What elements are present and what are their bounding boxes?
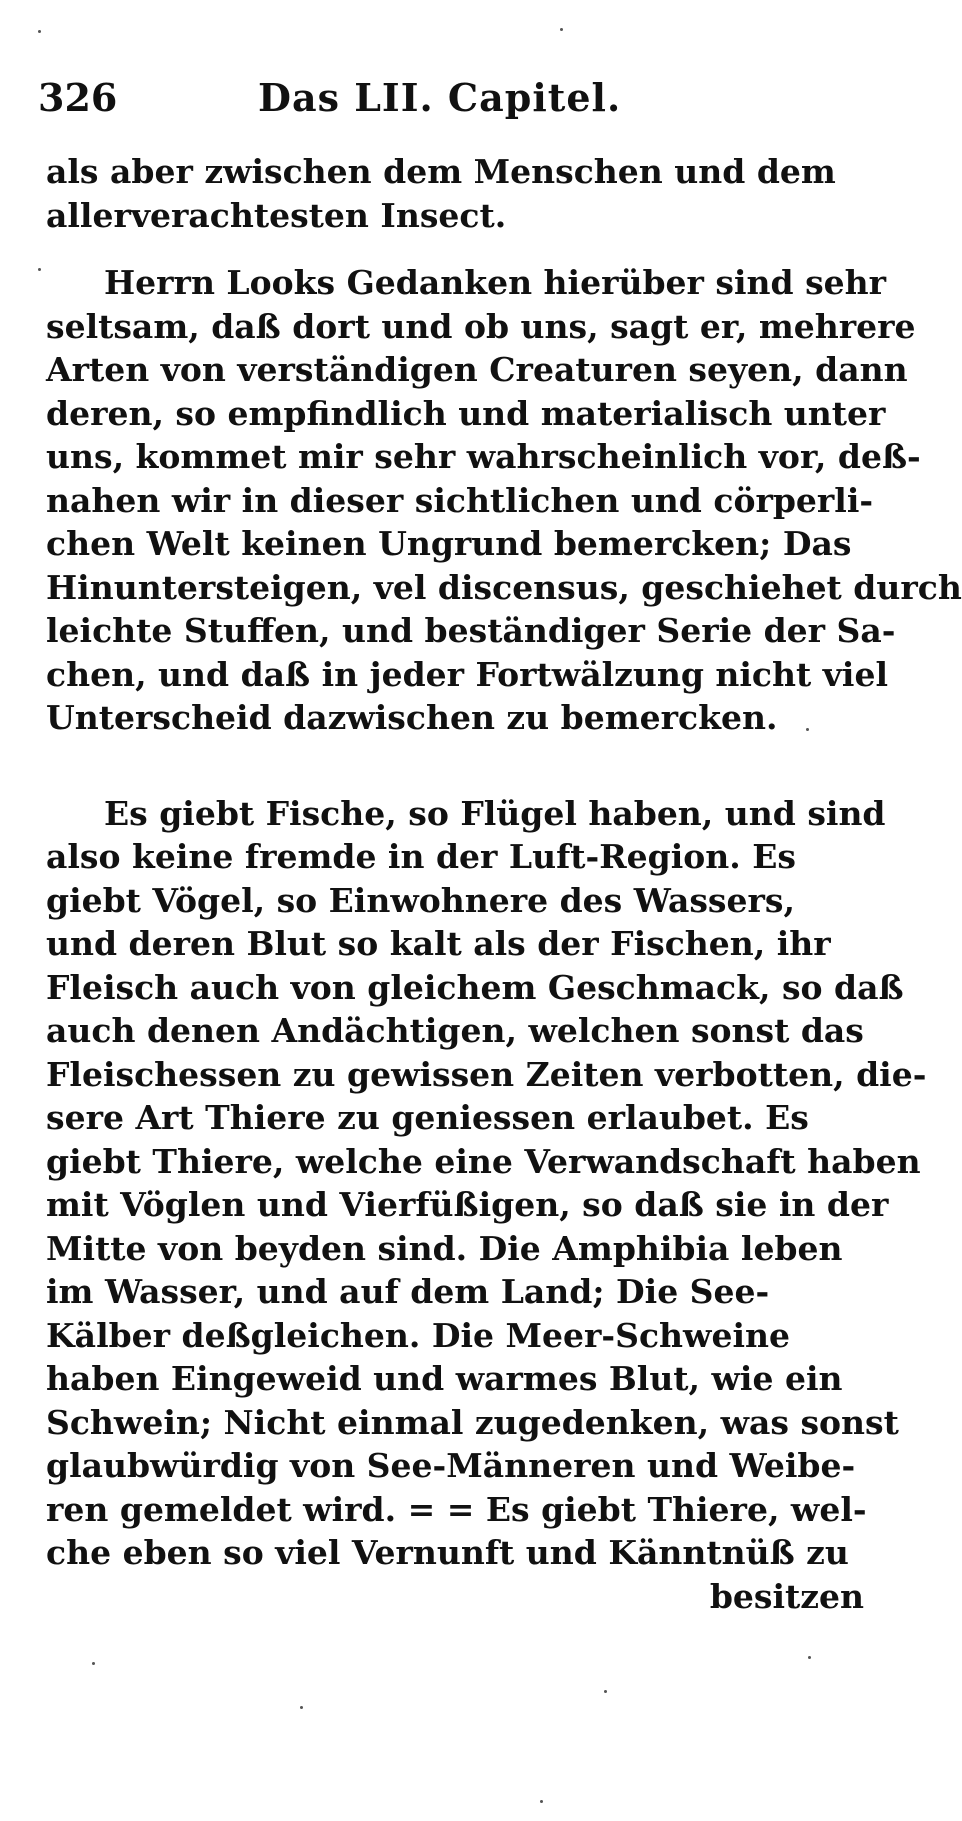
- running-head: [38, 68, 864, 128]
- text-line: als aber zwischen dem Menschen und dem: [46, 152, 836, 191]
- text-line: Unterscheid dazwischen zu bemercken.: [46, 698, 778, 737]
- paper-speck: [808, 1656, 811, 1659]
- text-line: Mitte von beyden sind. Die Amphibia leben: [46, 1228, 843, 1268]
- text-line: auch denen Andächtigen, welchen sonst das: [46, 1011, 864, 1050]
- text-line: che eben so viel Vernunft und Känntnüß zu: [46, 1533, 849, 1572]
- text-line: mit Vöglen und Vierfüßigen, so daß sie in der: [46, 1185, 889, 1224]
- text-line: Kälber deßgleichen. Die Meer-Schweine: [46, 1315, 790, 1355]
- chapter-title: Das LII. Capitel.: [258, 75, 622, 120]
- paper-speck: [300, 1706, 303, 1709]
- text-line: im Wasser, und auf dem Land; Die See-: [46, 1272, 770, 1311]
- text-line: sere Art Thiere zu geniessen erlaubet. Es: [46, 1098, 809, 1137]
- text-line: giebt Vögel, so Einwohnere des Wassers,: [46, 880, 795, 920]
- paper-speck: [540, 1800, 543, 1803]
- paper-speck: [560, 28, 563, 31]
- text-line: also keine fremde in der Luft-Region. Es: [46, 837, 796, 876]
- paper-speck: [38, 30, 41, 33]
- text-line: deren, so empfindlich und materialisch unter: [46, 393, 886, 433]
- text-line: Es giebt Fische, so Flügel haben, und sind: [104, 793, 886, 833]
- text-line: Hinuntersteigen, vel discensus, geschiehet durch: [46, 567, 962, 607]
- text-line: und deren Blut so kalt als der Fischen, ihr: [46, 924, 831, 963]
- text-line: ren gemeldet wird. = = Es giebt Thiere, wel-: [46, 1489, 867, 1529]
- paragraph-gap: [46, 237, 866, 261]
- catchword: besitzen: [709, 1576, 864, 1616]
- text-line: chen, und daß in jeder Fortwälzung nicht viel: [46, 654, 888, 694]
- text-line: Fleischessen zu gewissen Zeiten verbotten, die-: [46, 1054, 927, 1094]
- paper-speck: [806, 728, 809, 731]
- text-line: glaubwürdig von See-Männeren und Weibe-: [46, 1446, 856, 1485]
- paper-speck: [92, 1662, 95, 1665]
- page-number: 326: [38, 75, 118, 120]
- paragraph-1: [46, 150, 866, 237]
- text-line: uns, kommet mir sehr wahrscheinlich vor, deß-: [46, 437, 921, 476]
- paragraph-3: [46, 792, 927, 1575]
- text-line: Fleisch auch von gleichem Geschmack, so daß: [46, 967, 904, 1007]
- paragraph-gap: [46, 740, 866, 792]
- body-text: [46, 150, 962, 1618]
- paper-speck: [604, 1690, 607, 1693]
- text-line: allerverachtesten Insect.: [46, 195, 507, 235]
- text-line: haben Eingeweid und warmes Blut, wie ein: [46, 1359, 843, 1398]
- paragraph-2: [46, 261, 962, 740]
- text-line: leichte Stuffen, und beständiger Serie der Sa-: [46, 611, 896, 650]
- paper-speck: [38, 268, 41, 271]
- text-line: Arten von verständigen Creaturen seyen, dann: [46, 350, 908, 389]
- text-line: chen Welt keinen Ungrund bemercken; Das: [46, 524, 852, 563]
- text-line: giebt Thiere, welche eine Verwandschaft haben: [46, 1141, 921, 1181]
- text-line: Schwein; Nicht einmal zugedenken, was sonst: [46, 1402, 899, 1442]
- text-line: Herrn Looks Gedanken hierüber sind sehr: [104, 263, 887, 302]
- text-line: seltsam, daß dort und ob uns, sagt er, mehrere: [46, 306, 916, 346]
- text-line: nahen wir in dieser sichtlichen und cörperli-: [46, 480, 874, 520]
